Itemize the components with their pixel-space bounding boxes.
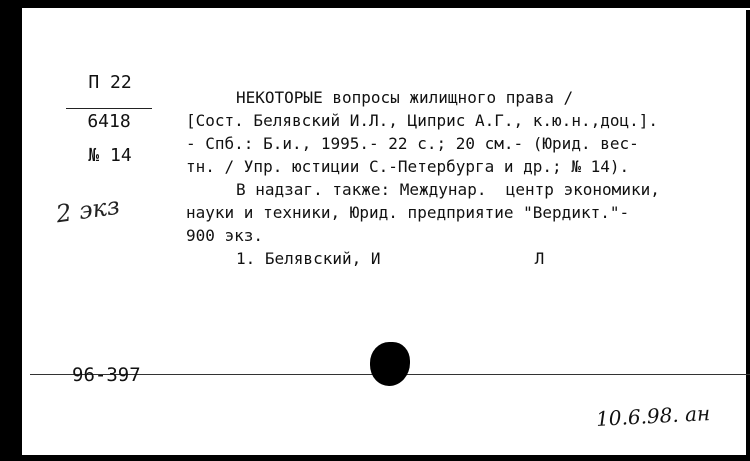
entry-line: В надзаг. также: Междунар. центр экономики, bbox=[236, 180, 660, 199]
entry-line: [Сост. Белявский И.Л., Циприс А.Г., к.ю.н.,доц.]. bbox=[186, 111, 659, 130]
bibliographic-entry bbox=[186, 86, 736, 270]
shelfmark-line-2: 6418 bbox=[66, 108, 152, 132]
accession-number: 96-397 bbox=[72, 364, 141, 386]
card-border-top bbox=[0, 0, 750, 8]
handwritten-note: 2 экз bbox=[54, 191, 122, 229]
entry-line: тн. / Упр. юстиции С.-Петербурга и др.; № 14). bbox=[186, 157, 630, 176]
shelfmark-line-1: П 22 bbox=[88, 72, 132, 93]
handwritten-date: 10.6.98. ан bbox=[595, 401, 711, 431]
card-border-right bbox=[746, 10, 750, 461]
shelfmark-line-3: № 14 bbox=[88, 145, 132, 166]
card-border-bottom bbox=[0, 455, 750, 461]
ink-blot bbox=[370, 342, 410, 386]
entry-line: НЕКОТОРЫЕ вопросы жилищного права / bbox=[236, 88, 574, 107]
entry-line: - Спб.: Б.и., 1995.- 22 с.; 20 см.- (Юрид. вес- bbox=[186, 134, 639, 153]
entry-line: 1. Белявский, И Л bbox=[236, 249, 545, 268]
card-border-left bbox=[0, 0, 22, 461]
entry-line: науки и техники, Юрид. предприятие "Вердикт."- bbox=[186, 203, 630, 222]
entry-line: 900 экз. bbox=[186, 226, 264, 245]
